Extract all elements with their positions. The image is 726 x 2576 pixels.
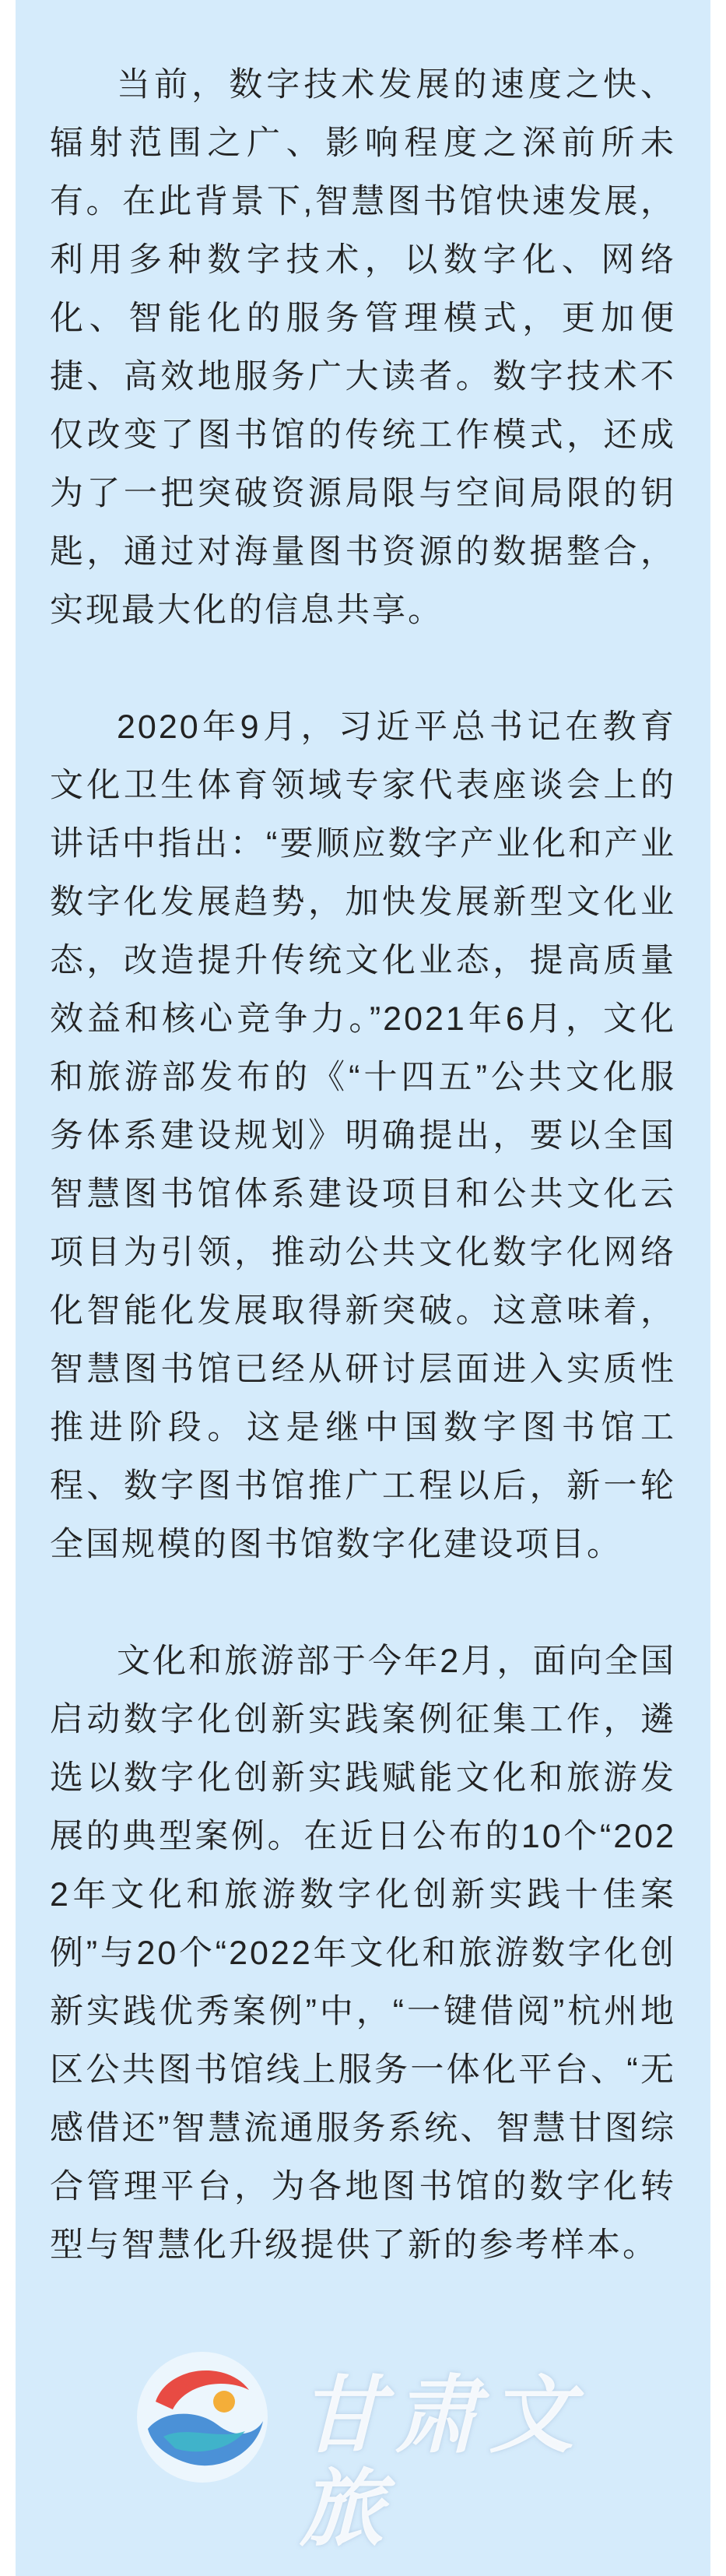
article-paragraph-1: 当前，数字技术发展的速度之快、辐射范围之广、影响程度之深前所未有。在此背景下,智慧图书馆快速发展，利用多种数字技术，以数字化、网络化、智能化的服务管理模式，更加便捷、高效地服务广大读者。数字技术不仅改变了图书馆的传统工作模式，还成为了一把突破资源局限与空间局限的钥匙，通过对海量图书资源的数据整合，实现最大化的信息共享。: [50, 66, 676, 629]
article-card: [16, 0, 710, 2576]
watermark-text: 甘肃文旅: [300, 2367, 585, 2558]
article-paragraph-2: 2020年9月，习近平总书记在教育文化卫生体育领域专家代表座谈会上的讲话中指出：“要顺应数字产业化和产业数字化发展趋势，加快发展新型文化业态，改造提升传统文化业态，提高质量效益和核心竞争力。”2021年6月，文化和旅游部发布的《“十四五”公共文化服务体系建设规划》明确提出，要以全国智慧图书馆体系建设项目和公共文化云项目为引领，推动公共文化数字化网络化智能化发展取得新突破。这意味着，智慧图书馆已经从研讨层面进入实质性推进阶段。这是继中国数字图书馆工程、数字图书馆推广工程以后，新一轮全国规模的图书馆数字化建设项目。: [50, 708, 676, 1563]
article-paragraph-3: 文化和旅游部于今年2月，面向全国启动数字化创新实践案例征集工作，遴选以数字化创新实践赋能文化和旅游发展的典型案例。在近日公布的10个“2022年文化和旅游数字化创新实践十佳案例”与20个“2022年文化和旅游数字化创新实践优秀案例”中，“一键借阅”杭州地区公共图书馆线上服务一体化平台、“无感借还”智慧流通服务系统、智慧甘图综合管理平台，为各地图书馆的数字化转型与智慧化升级提供了新的参考样本。: [50, 1643, 676, 2264]
